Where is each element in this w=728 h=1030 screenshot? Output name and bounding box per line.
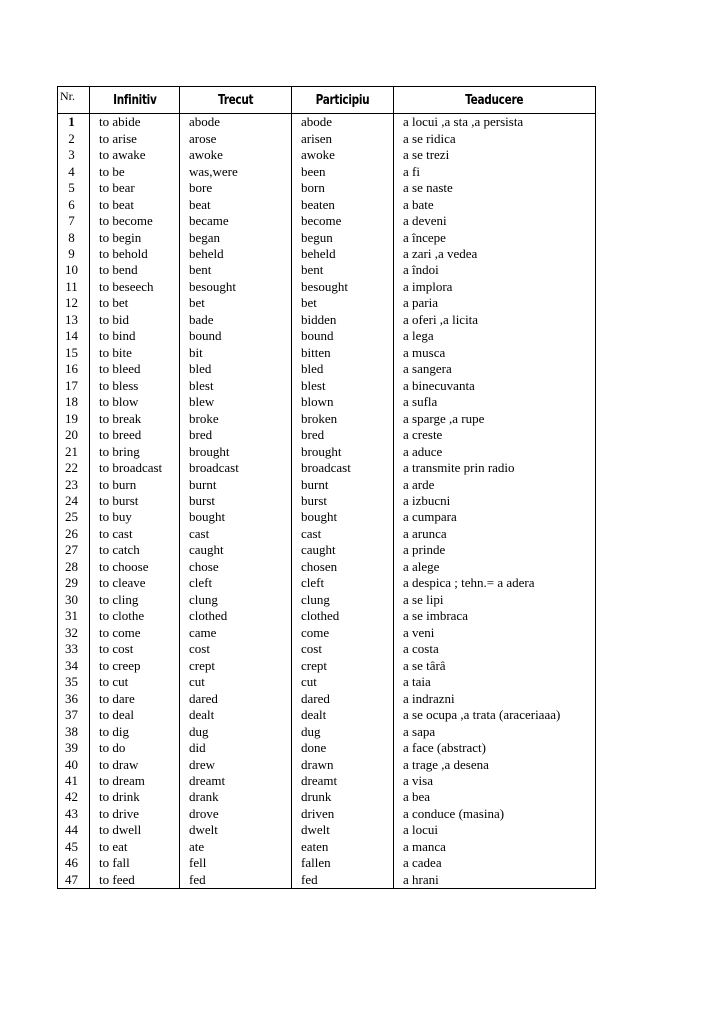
table-row bbox=[58, 279, 596, 295]
cell-translation: a se naste bbox=[394, 180, 596, 196]
cell-translation: a taia bbox=[394, 674, 596, 690]
cell-nr: 40 bbox=[58, 756, 90, 772]
cell-past: drew bbox=[180, 756, 292, 772]
table-row bbox=[58, 246, 596, 262]
cell-nr: 17 bbox=[58, 378, 90, 394]
cell-infinitive: to bend bbox=[90, 262, 180, 278]
cell-translation: a prinde bbox=[394, 542, 596, 558]
cell-past: chose bbox=[180, 559, 292, 575]
cell-participle: bound bbox=[292, 328, 394, 344]
cell-participle: cut bbox=[292, 674, 394, 690]
table-row bbox=[58, 806, 596, 822]
table-row bbox=[58, 690, 596, 706]
cell-past: burnt bbox=[180, 476, 292, 492]
table-row bbox=[58, 789, 596, 805]
cell-infinitive: to breed bbox=[90, 427, 180, 443]
cell-infinitive: to bleed bbox=[90, 361, 180, 377]
header-nr: Nr. bbox=[58, 87, 90, 114]
table-row bbox=[58, 394, 596, 410]
cell-translation: a se imbraca bbox=[394, 608, 596, 624]
cell-past: dared bbox=[180, 690, 292, 706]
cell-infinitive: to cleave bbox=[90, 575, 180, 591]
table-row bbox=[58, 163, 596, 179]
cell-translation: a sufla bbox=[394, 394, 596, 410]
cell-nr: 30 bbox=[58, 592, 90, 608]
cell-nr: 11 bbox=[58, 279, 90, 295]
table-row bbox=[58, 674, 596, 690]
cell-translation: a transmite prin radio bbox=[394, 460, 596, 476]
cell-past: bet bbox=[180, 295, 292, 311]
cell-infinitive: to abide bbox=[90, 114, 180, 131]
cell-past: ate bbox=[180, 839, 292, 855]
header-participle-label: Participiu bbox=[315, 92, 370, 108]
cell-past: cleft bbox=[180, 575, 292, 591]
table-body bbox=[58, 114, 596, 889]
cell-infinitive: to choose bbox=[90, 559, 180, 575]
cell-participle: clung bbox=[292, 592, 394, 608]
cell-translation: a visa bbox=[394, 773, 596, 789]
cell-infinitive: to drive bbox=[90, 806, 180, 822]
cell-infinitive: to cling bbox=[90, 592, 180, 608]
table-row bbox=[58, 328, 596, 344]
cell-participle: dealt bbox=[292, 707, 394, 723]
cell-nr: 20 bbox=[58, 427, 90, 443]
table-row bbox=[58, 130, 596, 146]
cell-nr: 46 bbox=[58, 855, 90, 871]
cell-nr: 12 bbox=[58, 295, 90, 311]
cell-past: broke bbox=[180, 410, 292, 426]
cell-translation: a creste bbox=[394, 427, 596, 443]
cell-infinitive: to creep bbox=[90, 657, 180, 673]
cell-translation: a locui bbox=[394, 822, 596, 838]
cell-translation: a alege bbox=[394, 559, 596, 575]
cell-nr: 10 bbox=[58, 262, 90, 278]
table-row bbox=[58, 839, 596, 855]
cell-past: came bbox=[180, 625, 292, 641]
cell-participle: bled bbox=[292, 361, 394, 377]
cell-nr: 38 bbox=[58, 723, 90, 739]
cell-participle: dreamt bbox=[292, 773, 394, 789]
cell-past: began bbox=[180, 229, 292, 245]
table-row bbox=[58, 723, 596, 739]
cell-infinitive: to cast bbox=[90, 526, 180, 542]
cell-past: arose bbox=[180, 130, 292, 146]
cell-nr: 37 bbox=[58, 707, 90, 723]
cell-translation: a se ridica bbox=[394, 130, 596, 146]
cell-past: bade bbox=[180, 312, 292, 328]
cell-past: did bbox=[180, 740, 292, 756]
cell-translation: a hrani bbox=[394, 872, 596, 889]
cell-past: dwelt bbox=[180, 822, 292, 838]
cell-nr: 9 bbox=[58, 246, 90, 262]
cell-infinitive: to break bbox=[90, 410, 180, 426]
irregular-verbs-table bbox=[57, 86, 596, 889]
cell-participle: driven bbox=[292, 806, 394, 822]
cell-infinitive: to dwell bbox=[90, 822, 180, 838]
cell-translation: a arunca bbox=[394, 526, 596, 542]
table-row bbox=[58, 756, 596, 772]
cell-past: awoke bbox=[180, 147, 292, 163]
table-row bbox=[58, 625, 596, 641]
cell-past: bore bbox=[180, 180, 292, 196]
cell-infinitive: to cut bbox=[90, 674, 180, 690]
cell-past: burst bbox=[180, 493, 292, 509]
cell-nr: 33 bbox=[58, 641, 90, 657]
cell-nr: 8 bbox=[58, 229, 90, 245]
table-row bbox=[58, 707, 596, 723]
cell-translation: a despica ; tehn.= a adera bbox=[394, 575, 596, 591]
cell-infinitive: to clothe bbox=[90, 608, 180, 624]
table-row bbox=[58, 345, 596, 361]
table-row bbox=[58, 872, 596, 889]
header-past-label: Trecut bbox=[217, 92, 254, 108]
cell-translation: a începe bbox=[394, 229, 596, 245]
cell-infinitive: to bear bbox=[90, 180, 180, 196]
cell-infinitive: to fall bbox=[90, 855, 180, 871]
cell-participle: bought bbox=[292, 509, 394, 525]
table-row bbox=[58, 657, 596, 673]
cell-nr: 26 bbox=[58, 526, 90, 542]
cell-participle: bitten bbox=[292, 345, 394, 361]
cell-nr: 3 bbox=[58, 147, 90, 163]
cell-participle: broadcast bbox=[292, 460, 394, 476]
cell-participle: become bbox=[292, 213, 394, 229]
cell-translation: a face (abstract) bbox=[394, 740, 596, 756]
cell-participle: abode bbox=[292, 114, 394, 131]
cell-infinitive: to bid bbox=[90, 312, 180, 328]
cell-participle: begun bbox=[292, 229, 394, 245]
table-row bbox=[58, 773, 596, 789]
cell-past: drank bbox=[180, 789, 292, 805]
cell-nr: 7 bbox=[58, 213, 90, 229]
cell-past: drove bbox=[180, 806, 292, 822]
cell-nr: 2 bbox=[58, 130, 90, 146]
cell-participle: bent bbox=[292, 262, 394, 278]
cell-nr: 45 bbox=[58, 839, 90, 855]
cell-translation: a se lipi bbox=[394, 592, 596, 608]
table-row bbox=[58, 608, 596, 624]
cell-participle: caught bbox=[292, 542, 394, 558]
cell-past: cut bbox=[180, 674, 292, 690]
cell-nr: 47 bbox=[58, 872, 90, 889]
cell-translation: a veni bbox=[394, 625, 596, 641]
cell-past: bled bbox=[180, 361, 292, 377]
cell-infinitive: to arise bbox=[90, 130, 180, 146]
cell-nr: 35 bbox=[58, 674, 90, 690]
cell-nr: 41 bbox=[58, 773, 90, 789]
cell-infinitive: to bring bbox=[90, 443, 180, 459]
cell-translation: a arde bbox=[394, 476, 596, 492]
cell-past: clothed bbox=[180, 608, 292, 624]
table-row bbox=[58, 526, 596, 542]
cell-translation: a conduce (masina) bbox=[394, 806, 596, 822]
cell-past: fed bbox=[180, 872, 292, 889]
cell-past: bent bbox=[180, 262, 292, 278]
cell-participle: fed bbox=[292, 872, 394, 889]
cell-infinitive: to bet bbox=[90, 295, 180, 311]
cell-translation: a izbucni bbox=[394, 493, 596, 509]
cell-infinitive: to awake bbox=[90, 147, 180, 163]
cell-past: caught bbox=[180, 542, 292, 558]
cell-translation: a indrazni bbox=[394, 690, 596, 706]
cell-translation: a aduce bbox=[394, 443, 596, 459]
table-row bbox=[58, 196, 596, 212]
cell-participle: burnt bbox=[292, 476, 394, 492]
cell-past: abode bbox=[180, 114, 292, 131]
cell-translation: a paria bbox=[394, 295, 596, 311]
table-row bbox=[58, 476, 596, 492]
cell-participle: cast bbox=[292, 526, 394, 542]
table-row bbox=[58, 262, 596, 278]
cell-nr: 29 bbox=[58, 575, 90, 591]
cell-past: beat bbox=[180, 196, 292, 212]
cell-nr: 32 bbox=[58, 625, 90, 641]
cell-translation: a îndoi bbox=[394, 262, 596, 278]
cell-participle: arisen bbox=[292, 130, 394, 146]
cell-infinitive: to beat bbox=[90, 196, 180, 212]
cell-past: blest bbox=[180, 378, 292, 394]
cell-participle: chosen bbox=[292, 559, 394, 575]
cell-translation: a sapa bbox=[394, 723, 596, 739]
cell-infinitive: to cost bbox=[90, 641, 180, 657]
cell-nr: 1 bbox=[58, 114, 90, 131]
table-row bbox=[58, 493, 596, 509]
cell-translation: a zari ,a vedea bbox=[394, 246, 596, 262]
table-row bbox=[58, 410, 596, 426]
table-row bbox=[58, 378, 596, 394]
cell-nr: 25 bbox=[58, 509, 90, 525]
cell-participle: bred bbox=[292, 427, 394, 443]
header-translation bbox=[394, 87, 596, 114]
header-past bbox=[180, 87, 292, 114]
cell-participle: dwelt bbox=[292, 822, 394, 838]
cell-translation: a oferi ,a licita bbox=[394, 312, 596, 328]
table-row bbox=[58, 855, 596, 871]
cell-nr: 42 bbox=[58, 789, 90, 805]
cell-translation: a se ocupa ,a trata (araceriaaa) bbox=[394, 707, 596, 723]
table-row bbox=[58, 295, 596, 311]
cell-participle: cost bbox=[292, 641, 394, 657]
cell-nr: 43 bbox=[58, 806, 90, 822]
cell-infinitive: to burn bbox=[90, 476, 180, 492]
cell-infinitive: to burst bbox=[90, 493, 180, 509]
table-row bbox=[58, 740, 596, 756]
cell-nr: 6 bbox=[58, 196, 90, 212]
cell-nr: 14 bbox=[58, 328, 90, 344]
cell-infinitive: to drink bbox=[90, 789, 180, 805]
cell-past: fell bbox=[180, 855, 292, 871]
cell-translation: a cadea bbox=[394, 855, 596, 871]
header-translation-label: Teaducere bbox=[465, 92, 524, 108]
cell-translation: a binecuvanta bbox=[394, 378, 596, 394]
cell-past: bit bbox=[180, 345, 292, 361]
cell-nr: 13 bbox=[58, 312, 90, 328]
cell-infinitive: to begin bbox=[90, 229, 180, 245]
cell-past: bound bbox=[180, 328, 292, 344]
table-row bbox=[58, 575, 596, 591]
cell-infinitive: to feed bbox=[90, 872, 180, 889]
cell-translation: a implora bbox=[394, 279, 596, 295]
cell-past: dreamt bbox=[180, 773, 292, 789]
cell-participle: cleft bbox=[292, 575, 394, 591]
cell-nr: 19 bbox=[58, 410, 90, 426]
cell-infinitive: to beseech bbox=[90, 279, 180, 295]
table-row bbox=[58, 822, 596, 838]
cell-translation: a bate bbox=[394, 196, 596, 212]
cell-past: besought bbox=[180, 279, 292, 295]
table-row bbox=[58, 114, 596, 131]
table-row bbox=[58, 229, 596, 245]
cell-participle: brought bbox=[292, 443, 394, 459]
cell-infinitive: to deal bbox=[90, 707, 180, 723]
table-row bbox=[58, 443, 596, 459]
cell-nr: 18 bbox=[58, 394, 90, 410]
table-row bbox=[58, 312, 596, 328]
cell-past: cast bbox=[180, 526, 292, 542]
cell-past: dug bbox=[180, 723, 292, 739]
cell-nr: 39 bbox=[58, 740, 90, 756]
cell-participle: clothed bbox=[292, 608, 394, 624]
cell-participle: born bbox=[292, 180, 394, 196]
table-row bbox=[58, 641, 596, 657]
cell-translation: a se trezi bbox=[394, 147, 596, 163]
cell-nr: 5 bbox=[58, 180, 90, 196]
cell-participle: dug bbox=[292, 723, 394, 739]
cell-translation: a sangera bbox=[394, 361, 596, 377]
cell-participle: bidden bbox=[292, 312, 394, 328]
header-infinitive-label: Infinitiv bbox=[112, 92, 157, 108]
cell-translation: a musca bbox=[394, 345, 596, 361]
cell-past: blew bbox=[180, 394, 292, 410]
table-row bbox=[58, 559, 596, 575]
cell-participle: blest bbox=[292, 378, 394, 394]
cell-infinitive: to draw bbox=[90, 756, 180, 772]
table-row bbox=[58, 213, 596, 229]
cell-past: dealt bbox=[180, 707, 292, 723]
cell-past: bought bbox=[180, 509, 292, 525]
cell-nr: 27 bbox=[58, 542, 90, 558]
cell-translation: a locui ,a sta ,a persista bbox=[394, 114, 596, 131]
table-header-row bbox=[58, 87, 596, 114]
cell-participle: been bbox=[292, 163, 394, 179]
cell-nr: 44 bbox=[58, 822, 90, 838]
cell-participle: blown bbox=[292, 394, 394, 410]
cell-participle: fallen bbox=[292, 855, 394, 871]
cell-infinitive: to be bbox=[90, 163, 180, 179]
cell-translation: a cumpara bbox=[394, 509, 596, 525]
cell-participle: bet bbox=[292, 295, 394, 311]
cell-participle: drunk bbox=[292, 789, 394, 805]
cell-participle: beaten bbox=[292, 196, 394, 212]
cell-participle: broken bbox=[292, 410, 394, 426]
cell-translation: a trage ,a desena bbox=[394, 756, 596, 772]
cell-participle: besought bbox=[292, 279, 394, 295]
cell-past: cost bbox=[180, 641, 292, 657]
cell-translation: a lega bbox=[394, 328, 596, 344]
cell-participle: eaten bbox=[292, 839, 394, 855]
cell-participle: burst bbox=[292, 493, 394, 509]
cell-infinitive: to bind bbox=[90, 328, 180, 344]
table-row bbox=[58, 147, 596, 163]
cell-infinitive: to broadcast bbox=[90, 460, 180, 476]
table-row bbox=[58, 509, 596, 525]
cell-participle: awoke bbox=[292, 147, 394, 163]
cell-translation: a costa bbox=[394, 641, 596, 657]
cell-infinitive: to catch bbox=[90, 542, 180, 558]
cell-past: crept bbox=[180, 657, 292, 673]
cell-participle: done bbox=[292, 740, 394, 756]
cell-past: became bbox=[180, 213, 292, 229]
cell-infinitive: to bless bbox=[90, 378, 180, 394]
cell-participle: drawn bbox=[292, 756, 394, 772]
header-participle bbox=[292, 87, 394, 114]
cell-nr: 23 bbox=[58, 476, 90, 492]
cell-translation: a fi bbox=[394, 163, 596, 179]
table-row bbox=[58, 592, 596, 608]
cell-nr: 16 bbox=[58, 361, 90, 377]
table-row bbox=[58, 542, 596, 558]
cell-participle: beheld bbox=[292, 246, 394, 262]
header-infinitive bbox=[90, 87, 180, 114]
table-row bbox=[58, 361, 596, 377]
cell-past: clung bbox=[180, 592, 292, 608]
cell-nr: 21 bbox=[58, 443, 90, 459]
cell-infinitive: to dream bbox=[90, 773, 180, 789]
cell-infinitive: to do bbox=[90, 740, 180, 756]
cell-infinitive: to dare bbox=[90, 690, 180, 706]
table-row bbox=[58, 460, 596, 476]
cell-nr: 36 bbox=[58, 690, 90, 706]
cell-participle: dared bbox=[292, 690, 394, 706]
cell-nr: 28 bbox=[58, 559, 90, 575]
cell-translation: a se târâ bbox=[394, 657, 596, 673]
cell-infinitive: to buy bbox=[90, 509, 180, 525]
cell-past: brought bbox=[180, 443, 292, 459]
cell-infinitive: to eat bbox=[90, 839, 180, 855]
cell-infinitive: to come bbox=[90, 625, 180, 641]
cell-nr: 22 bbox=[58, 460, 90, 476]
cell-participle: crept bbox=[292, 657, 394, 673]
cell-past: beheld bbox=[180, 246, 292, 262]
cell-past: broadcast bbox=[180, 460, 292, 476]
cell-translation: a sparge ,a rupe bbox=[394, 410, 596, 426]
cell-past: bred bbox=[180, 427, 292, 443]
cell-nr: 34 bbox=[58, 657, 90, 673]
cell-translation: a bea bbox=[394, 789, 596, 805]
cell-infinitive: to blow bbox=[90, 394, 180, 410]
cell-nr: 15 bbox=[58, 345, 90, 361]
verb-table-sheet bbox=[57, 86, 595, 889]
table-row bbox=[58, 180, 596, 196]
cell-nr: 24 bbox=[58, 493, 90, 509]
cell-infinitive: to bite bbox=[90, 345, 180, 361]
table-row bbox=[58, 427, 596, 443]
cell-infinitive: to become bbox=[90, 213, 180, 229]
cell-translation: a manca bbox=[394, 839, 596, 855]
cell-nr: 4 bbox=[58, 163, 90, 179]
cell-participle: come bbox=[292, 625, 394, 641]
cell-nr: 31 bbox=[58, 608, 90, 624]
cell-infinitive: to dig bbox=[90, 723, 180, 739]
cell-translation: a deveni bbox=[394, 213, 596, 229]
cell-infinitive: to behold bbox=[90, 246, 180, 262]
cell-past: was,were bbox=[180, 163, 292, 179]
